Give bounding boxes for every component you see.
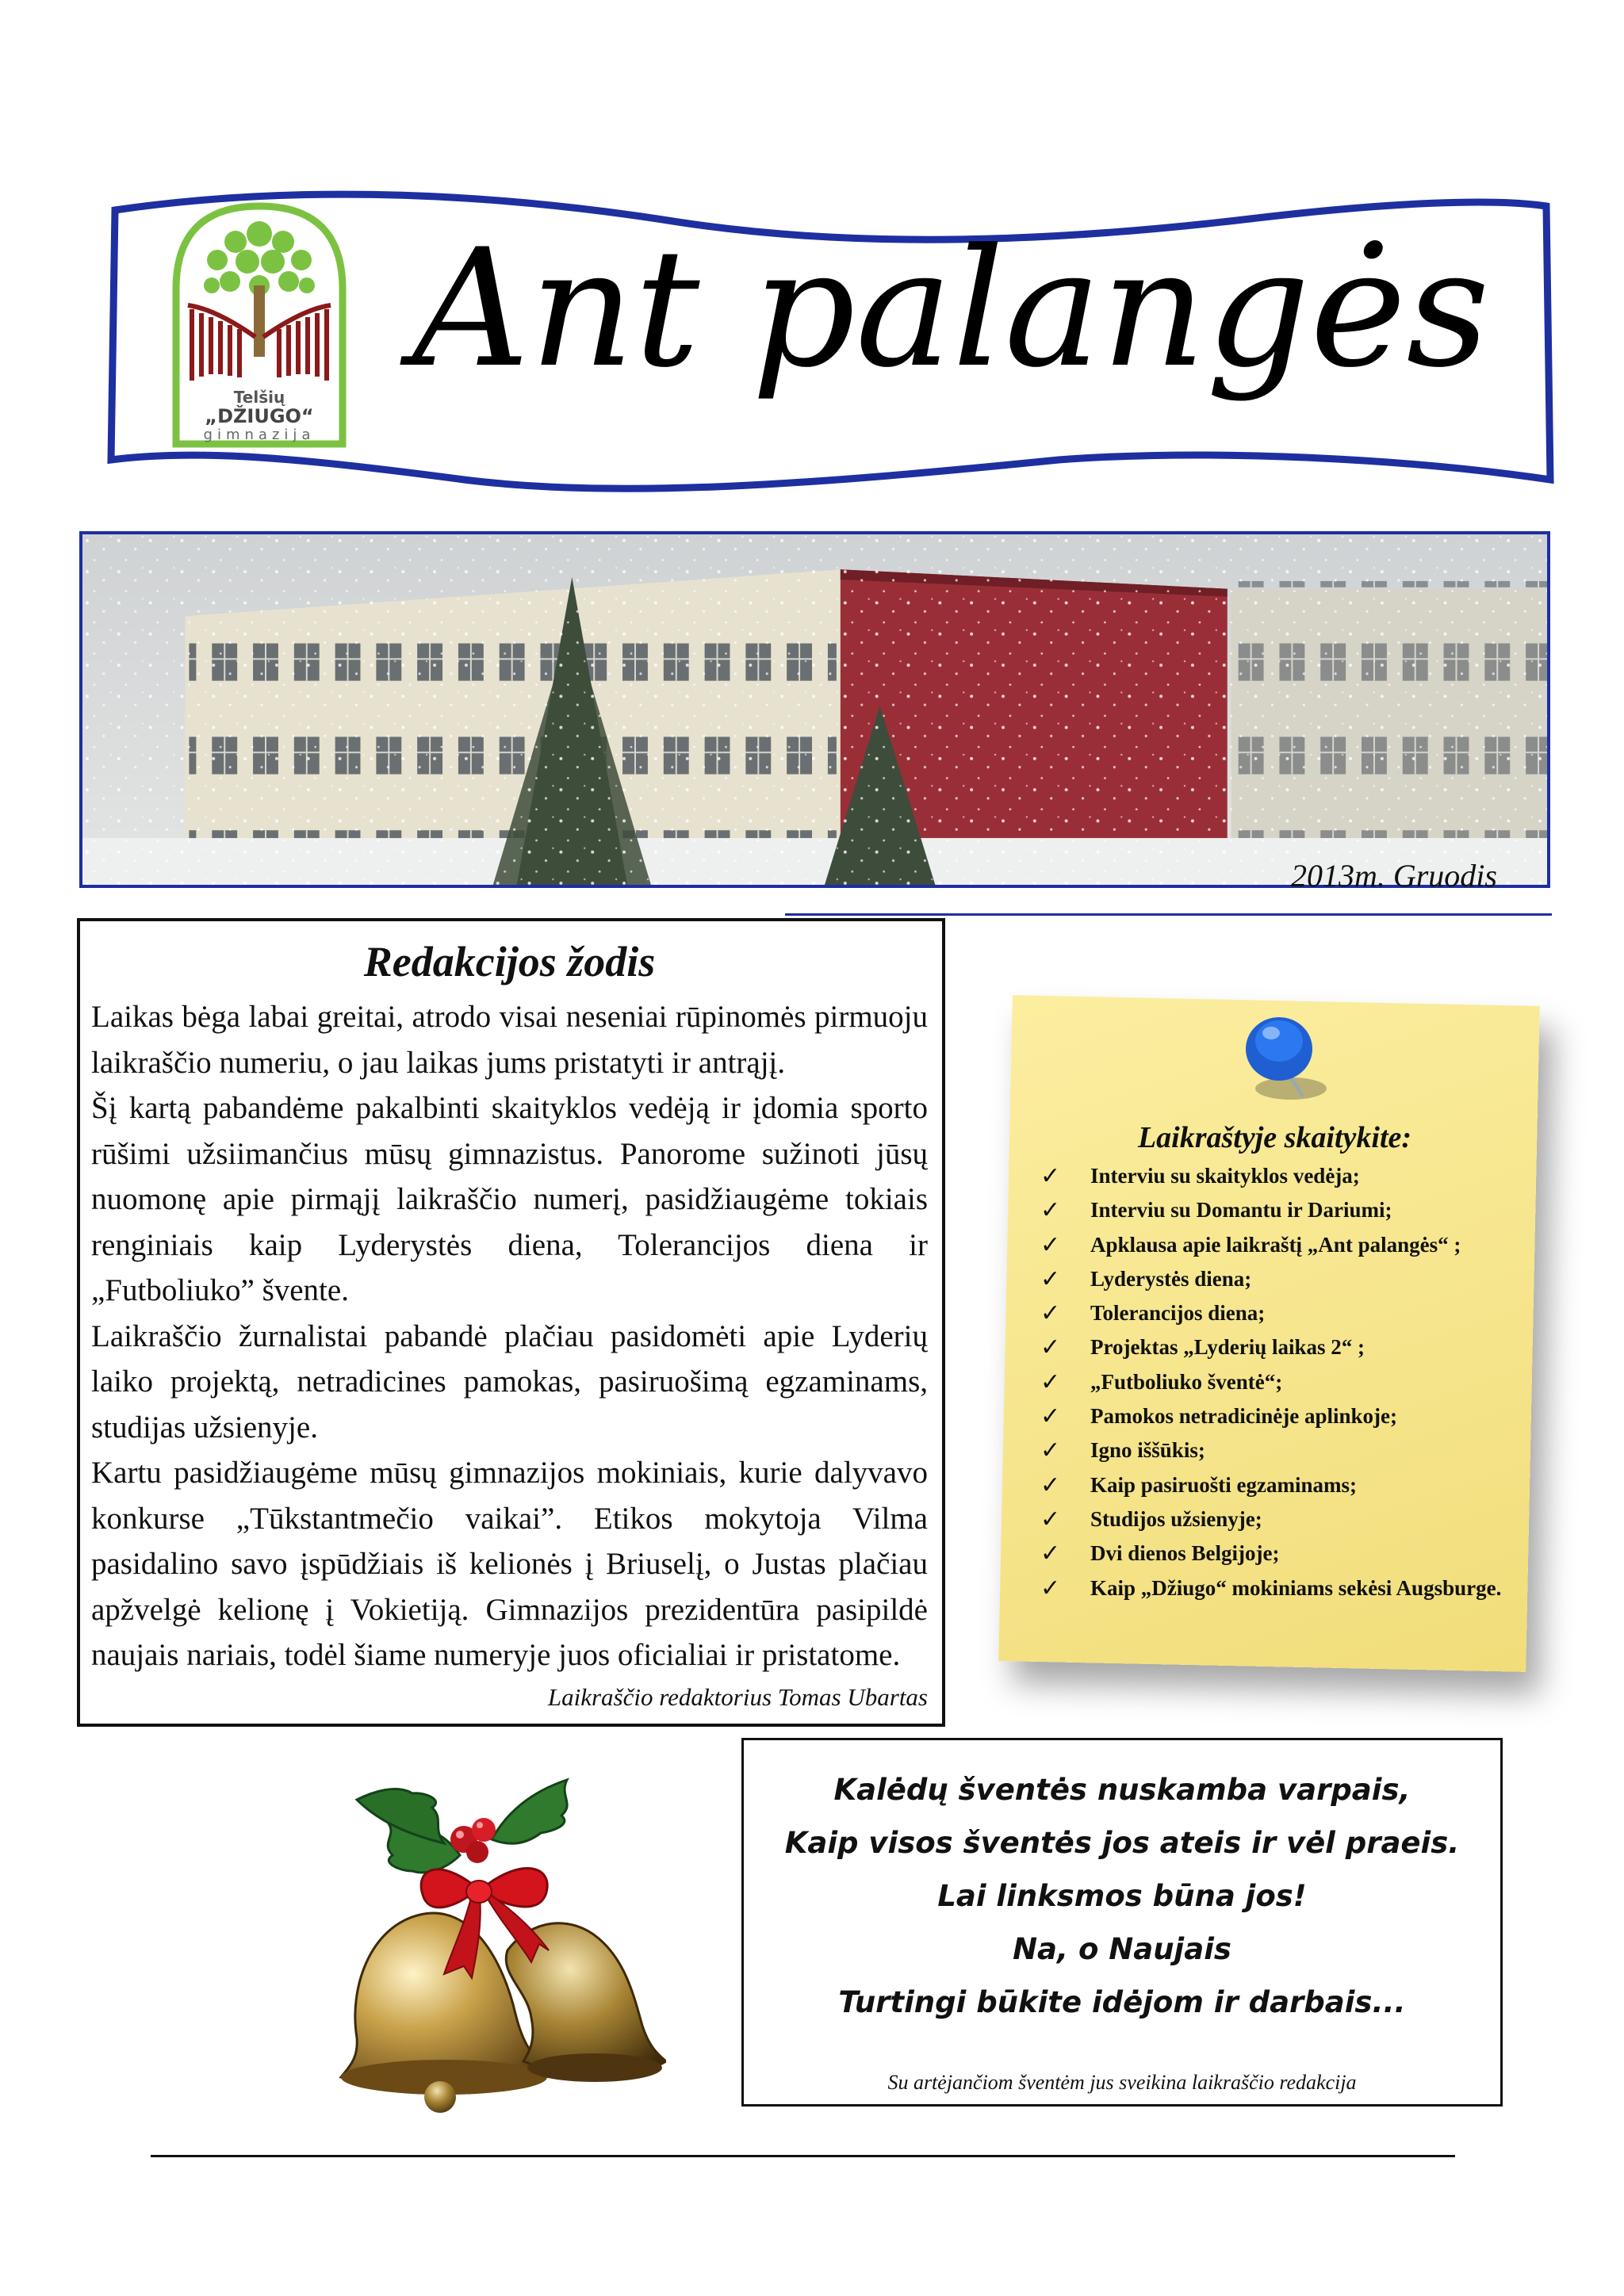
contents-list xyxy=(1039,1159,1546,1605)
checkmark-icon: ✓ xyxy=(1040,1196,1061,1225)
poem-line: Lai linksmos būna jos! xyxy=(937,1879,1307,1913)
divider-line xyxy=(785,913,1552,916)
checkmark-icon: ✓ xyxy=(1040,1230,1061,1259)
list-item: ✓ Kaip „Džiugo“ mokiniams sekėsi Augsburge. xyxy=(1039,1571,1546,1605)
school-photo xyxy=(79,531,1550,888)
list-item: ✓ Studijos užsienyje; xyxy=(1039,1502,1546,1536)
list-item: ✓ Projektas „Lyderių laikas 2“ ; xyxy=(1039,1330,1546,1364)
poem-line: Turtingi būkite idėjom ir darbais... xyxy=(838,1985,1406,2019)
list-item: ✓ Interviu su skaityklos vedėja; xyxy=(1039,1159,1546,1193)
list-item: ✓ Kaip pasiruošti egzaminams; xyxy=(1039,1468,1546,1502)
contents-title: Laikraštyje skaitykite: xyxy=(1137,1121,1412,1154)
checkmark-icon: ✓ xyxy=(1040,1334,1061,1362)
newspaper-title: Ant palangės xyxy=(412,215,1490,404)
list-item: ✓ Lyderystės diena; xyxy=(1039,1262,1546,1296)
poem-box xyxy=(741,1738,1503,2107)
editorial-paragraph: Kartu pasidžiaugėme mūsų gimnazijos mokiniais, kurie dalyvavo konkurse „Tūkstantmečio vaikai”. Etikos mokytoja Vilma pasidalino savo įspūdžiais iš kelionės į Briuselį, o Justas plačiau apžvelgė kelionę į Vokietiją. Gimnazijos prezidentūra pasipildė naujais nariais, todėl šiame numeryje juos oficialiai ir pristatome. xyxy=(91,1456,928,1672)
school-logo xyxy=(168,198,350,452)
checkmark-icon: ✓ xyxy=(1040,1437,1061,1465)
checkmark-icon: ✓ xyxy=(1040,1368,1061,1396)
checkmark-icon: ✓ xyxy=(1040,1540,1061,1568)
editorial-signature: Laikraščio redaktorius Tomas Ubartas xyxy=(547,1682,928,1711)
checkmark-icon: ✓ xyxy=(1040,1265,1061,1293)
editorial-paragraph: Šį kartą pabandėme pakalbinti skaityklos vedėją ir įdomia sporto rūšimi užsiimančius mūsų gimnazistus. Panorome sužinoti jūsų nuomonę apie pirmąjį laikraščio numerį, pasidžiaugėme tokiais renginiais kaip Lyderystės diena, Tolerancijos diena ir „Futboliuko” švente. xyxy=(91,1091,928,1307)
checkmark-icon: ✓ xyxy=(1040,1402,1061,1431)
logo-text-3: gimnazija xyxy=(203,427,316,443)
footer-divider xyxy=(151,2155,1455,2157)
poem-signature: Su artėjančiom šventėm jus sveikina laikraščio redakcija xyxy=(887,2071,1357,2094)
list-item: ✓ „Futboliuko šventė“; xyxy=(1039,1365,1546,1399)
editorial-paragraph: Laikas bėga labai greitai, atrodo visai neseniai rūpinomės pirmuoju laikraščio numeriu, o jau laikas jums pristatyti ir antrąjį. xyxy=(91,1000,928,1080)
checkmark-icon: ✓ xyxy=(1040,1299,1061,1328)
list-item: ✓ Interviu su Domantu ir Dariumi; xyxy=(1039,1193,1546,1227)
logo-text-2: „DŽIUGO“ xyxy=(205,405,314,427)
checkmark-icon: ✓ xyxy=(1040,1162,1061,1190)
list-item: ✓ Igno iššūkis; xyxy=(1039,1433,1546,1468)
logo-text-1: Telšių xyxy=(233,388,285,407)
christmas-bells-icon xyxy=(293,1736,666,2133)
editorial-paragraph: Laikraščio žurnalistai pabandė plačiau pasidomėti apie Lyderių laiko projektą, netradicines pamokas, pasiruošimą egzaminams, studijas užsienyje. xyxy=(91,1318,928,1445)
poem-line: Kaip visos šventės jos ateis ir vėl praeis. xyxy=(784,1826,1460,1860)
checkmark-icon: ✓ xyxy=(1040,1471,1061,1499)
poem-line: Na, o Naujais xyxy=(1013,1932,1231,1966)
list-item: ✓ Pamokos netradicinėje aplinkoje; xyxy=(1039,1399,1546,1433)
poem-line: Kalėdų šventės nuskamba varpais, xyxy=(833,1773,1411,1807)
list-item: ✓ Dvi dienos Belgijoje; xyxy=(1039,1536,1546,1571)
list-item: ✓ Tolerancijos diena; xyxy=(1039,1296,1546,1330)
editorial-box xyxy=(77,918,945,1727)
list-item: ✓ Apklausa apie laikraštį „Ant palangės“ ; xyxy=(1039,1228,1546,1262)
push-pin-icon xyxy=(1228,1005,1339,1108)
checkmark-icon: ✓ xyxy=(1040,1505,1061,1533)
issue-date: 2013m. Gruodis xyxy=(1290,858,1497,894)
editorial-title: Redakcijos žodis xyxy=(363,938,656,985)
checkmark-icon: ✓ xyxy=(1040,1574,1061,1602)
